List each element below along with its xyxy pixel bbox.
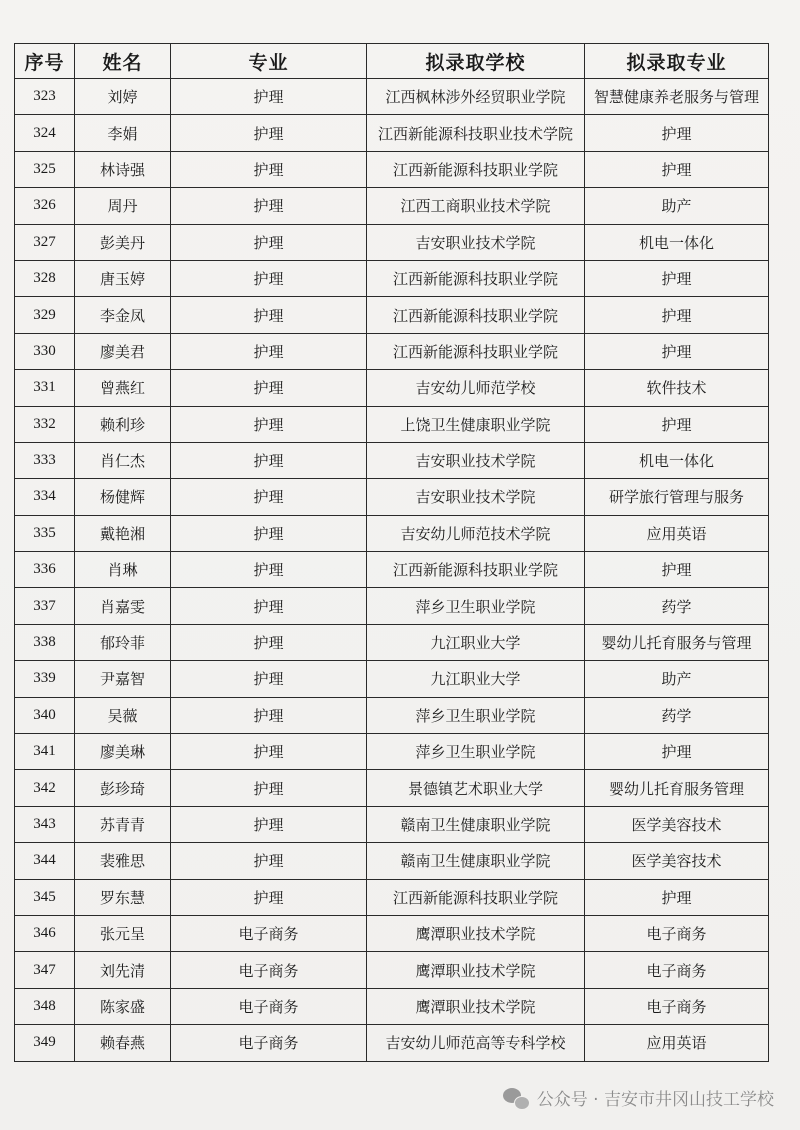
row-no: 336: [15, 552, 75, 588]
row-target-major: 护理: [585, 151, 769, 187]
row-target-major: 护理: [585, 260, 769, 296]
row-major: 电子商务: [171, 1025, 367, 1061]
row-school: 江西新能源科技职业学院: [367, 260, 585, 296]
row-school: 吉安幼儿师范技术学院: [367, 515, 585, 551]
row-no: 330: [15, 333, 75, 369]
row-school: 萍乡卫生职业学院: [367, 734, 585, 770]
row-school: 江西新能源科技职业学院: [367, 151, 585, 187]
row-name: 曾燕红: [75, 370, 171, 406]
header-name: 姓名: [75, 44, 171, 79]
row-major: 护理: [171, 734, 367, 770]
row-no: 349: [15, 1025, 75, 1061]
row-major: 护理: [171, 770, 367, 806]
row-name: 刘婷: [75, 79, 171, 115]
row-no: 333: [15, 442, 75, 478]
watermark: [503, 1085, 774, 1110]
row-no: 332: [15, 406, 75, 442]
row-target-major: 应用英语: [585, 1025, 769, 1061]
row-school: 赣南卫生健康职业学院: [367, 806, 585, 842]
row-name: 苏青青: [75, 806, 171, 842]
row-no: 334: [15, 479, 75, 515]
row-name: 戴艳湘: [75, 515, 171, 551]
row-major: 护理: [171, 879, 367, 915]
row-school: 九江职业大学: [367, 624, 585, 660]
row-name: 李金凤: [75, 297, 171, 333]
row-no: 325: [15, 151, 75, 187]
row-target-major: 软件技术: [585, 370, 769, 406]
row-target-major: 机电一体化: [585, 224, 769, 260]
row-no: 345: [15, 879, 75, 915]
table-row: [15, 770, 769, 806]
table-row: [15, 697, 769, 733]
row-major: 护理: [171, 224, 367, 260]
row-school: 吉安职业技术学院: [367, 224, 585, 260]
row-name: 刘先清: [75, 952, 171, 988]
row-major: 护理: [171, 442, 367, 478]
row-target-major: 助产: [585, 661, 769, 697]
row-major: 护理: [171, 297, 367, 333]
table-row: [15, 406, 769, 442]
row-school: 赣南卫生健康职业学院: [367, 843, 585, 879]
row-no: 337: [15, 588, 75, 624]
row-school: 江西枫林涉外经贸职业学院: [367, 79, 585, 115]
row-major: 护理: [171, 188, 367, 224]
row-major: 电子商务: [171, 988, 367, 1024]
header-no: 序号: [15, 44, 75, 79]
row-target-major: 电子商务: [585, 915, 769, 951]
row-major: 护理: [171, 806, 367, 842]
wechat-icon: [503, 1087, 529, 1109]
admission-table: [14, 43, 769, 1062]
row-school: 吉安职业技术学院: [367, 442, 585, 478]
row-name: 唐玉婷: [75, 260, 171, 296]
row-school: 吉安幼儿师范学校: [367, 370, 585, 406]
table-row: [15, 188, 769, 224]
table-row: [15, 552, 769, 588]
row-name: 肖琳: [75, 552, 171, 588]
row-target-major: 护理: [585, 115, 769, 151]
row-major: 电子商务: [171, 952, 367, 988]
table-row: [15, 333, 769, 369]
row-no: 343: [15, 806, 75, 842]
row-major: 护理: [171, 151, 367, 187]
row-target-major: 护理: [585, 333, 769, 369]
row-name: 尹嘉智: [75, 661, 171, 697]
row-name: 周丹: [75, 188, 171, 224]
row-name: 裴雅思: [75, 843, 171, 879]
table-row: [15, 843, 769, 879]
row-school: 江西新能源科技职业技术学院: [367, 115, 585, 151]
row-target-major: 护理: [585, 734, 769, 770]
row-name: 吴薇: [75, 697, 171, 733]
row-school: 九江职业大学: [367, 661, 585, 697]
row-target-major: 机电一体化: [585, 442, 769, 478]
row-school: 江西新能源科技职业学院: [367, 552, 585, 588]
row-no: 341: [15, 734, 75, 770]
table-row: [15, 624, 769, 660]
row-school: 景德镇艺术职业大学: [367, 770, 585, 806]
row-name: 赖春燕: [75, 1025, 171, 1061]
row-no: 347: [15, 952, 75, 988]
row-school: 鹰潭职业技术学院: [367, 988, 585, 1024]
row-target-major: 护理: [585, 297, 769, 333]
row-school: 江西新能源科技职业学院: [367, 297, 585, 333]
watermark-text: 公众号 · 吉安市井冈山技工学校: [536, 1090, 774, 1110]
row-target-major: 助产: [585, 188, 769, 224]
row-no: 338: [15, 624, 75, 660]
row-no: 324: [15, 115, 75, 151]
row-major: 护理: [171, 115, 367, 151]
row-school: 鹰潭职业技术学院: [367, 915, 585, 951]
row-major: 护理: [171, 370, 367, 406]
row-major: 护理: [171, 697, 367, 733]
table-row: [15, 515, 769, 551]
table-row: [15, 879, 769, 915]
row-no: 340: [15, 697, 75, 733]
row-target-major: 应用英语: [585, 515, 769, 551]
row-no: 346: [15, 915, 75, 951]
row-target-major: 婴幼儿托育服务与管理: [585, 624, 769, 660]
row-school: 江西工商职业技术学院: [367, 188, 585, 224]
row-target-major: 医学美容技术: [585, 806, 769, 842]
row-target-major: 婴幼儿托育服务管理: [585, 770, 769, 806]
table-body: [15, 79, 769, 1062]
row-major: 护理: [171, 406, 367, 442]
row-name: 李娟: [75, 115, 171, 151]
row-target-major: 药学: [585, 697, 769, 733]
table-row: [15, 115, 769, 151]
table-row: [15, 661, 769, 697]
table-row: [15, 588, 769, 624]
table-row: [15, 915, 769, 951]
row-target-major: 电子商务: [585, 988, 769, 1024]
row-no: 328: [15, 260, 75, 296]
row-no: 323: [15, 79, 75, 115]
table-row: [15, 988, 769, 1024]
row-school: 吉安职业技术学院: [367, 479, 585, 515]
row-no: 331: [15, 370, 75, 406]
row-no: 348: [15, 988, 75, 1024]
row-major: 护理: [171, 552, 367, 588]
row-major: 电子商务: [171, 915, 367, 951]
row-name: 肖嘉雯: [75, 588, 171, 624]
row-major: 护理: [171, 588, 367, 624]
row-name: 林诗强: [75, 151, 171, 187]
row-no: 342: [15, 770, 75, 806]
table-row: [15, 1025, 769, 1061]
row-target-major: 护理: [585, 879, 769, 915]
header-school: 拟录取学校: [367, 44, 585, 79]
row-major: 护理: [171, 333, 367, 369]
row-major: 护理: [171, 624, 367, 660]
row-name: 杨健辉: [75, 479, 171, 515]
row-name: 肖仁杰: [75, 442, 171, 478]
table-header-row: [15, 44, 769, 79]
table-row: [15, 370, 769, 406]
row-name: 罗东慧: [75, 879, 171, 915]
row-name: 郁玲菲: [75, 624, 171, 660]
row-school: 萍乡卫生职业学院: [367, 697, 585, 733]
row-target-major: 药学: [585, 588, 769, 624]
row-major: 护理: [171, 843, 367, 879]
row-name: 陈家盛: [75, 988, 171, 1024]
row-target-major: 电子商务: [585, 952, 769, 988]
header-major: 专业: [171, 44, 367, 79]
row-no: 329: [15, 297, 75, 333]
row-major: 护理: [171, 79, 367, 115]
table-row: [15, 479, 769, 515]
row-school: 鹰潭职业技术学院: [367, 952, 585, 988]
row-major: 护理: [171, 515, 367, 551]
row-major: 护理: [171, 260, 367, 296]
row-no: 339: [15, 661, 75, 697]
table-row: [15, 151, 769, 187]
row-name: 廖美琳: [75, 734, 171, 770]
row-target-major: 护理: [585, 552, 769, 588]
table-row: [15, 806, 769, 842]
row-school: 上饶卫生健康职业学院: [367, 406, 585, 442]
row-target-major: 研学旅行管理与服务: [585, 479, 769, 515]
row-no: 327: [15, 224, 75, 260]
row-target-major: 智慧健康养老服务与管理: [585, 79, 769, 115]
row-name: 彭美丹: [75, 224, 171, 260]
row-target-major: 医学美容技术: [585, 843, 769, 879]
table-row: [15, 224, 769, 260]
row-name: 赖利珍: [75, 406, 171, 442]
row-no: 326: [15, 188, 75, 224]
table-row: [15, 734, 769, 770]
table-row: [15, 260, 769, 296]
table-row: [15, 442, 769, 478]
table-row: [15, 297, 769, 333]
table-row: [15, 79, 769, 115]
table-row: [15, 952, 769, 988]
row-school: 萍乡卫生职业学院: [367, 588, 585, 624]
row-school: 江西新能源科技职业学院: [367, 333, 585, 369]
row-target-major: 护理: [585, 406, 769, 442]
row-major: 护理: [171, 479, 367, 515]
row-school: 吉安幼儿师范高等专科学校: [367, 1025, 585, 1061]
row-no: 335: [15, 515, 75, 551]
row-name: 彭珍琦: [75, 770, 171, 806]
row-no: 344: [15, 843, 75, 879]
header-target-major: 拟录取专业: [585, 44, 769, 79]
row-school: 江西新能源科技职业学院: [367, 879, 585, 915]
row-major: 护理: [171, 661, 367, 697]
row-name: 廖美君: [75, 333, 171, 369]
row-name: 张元呈: [75, 915, 171, 951]
